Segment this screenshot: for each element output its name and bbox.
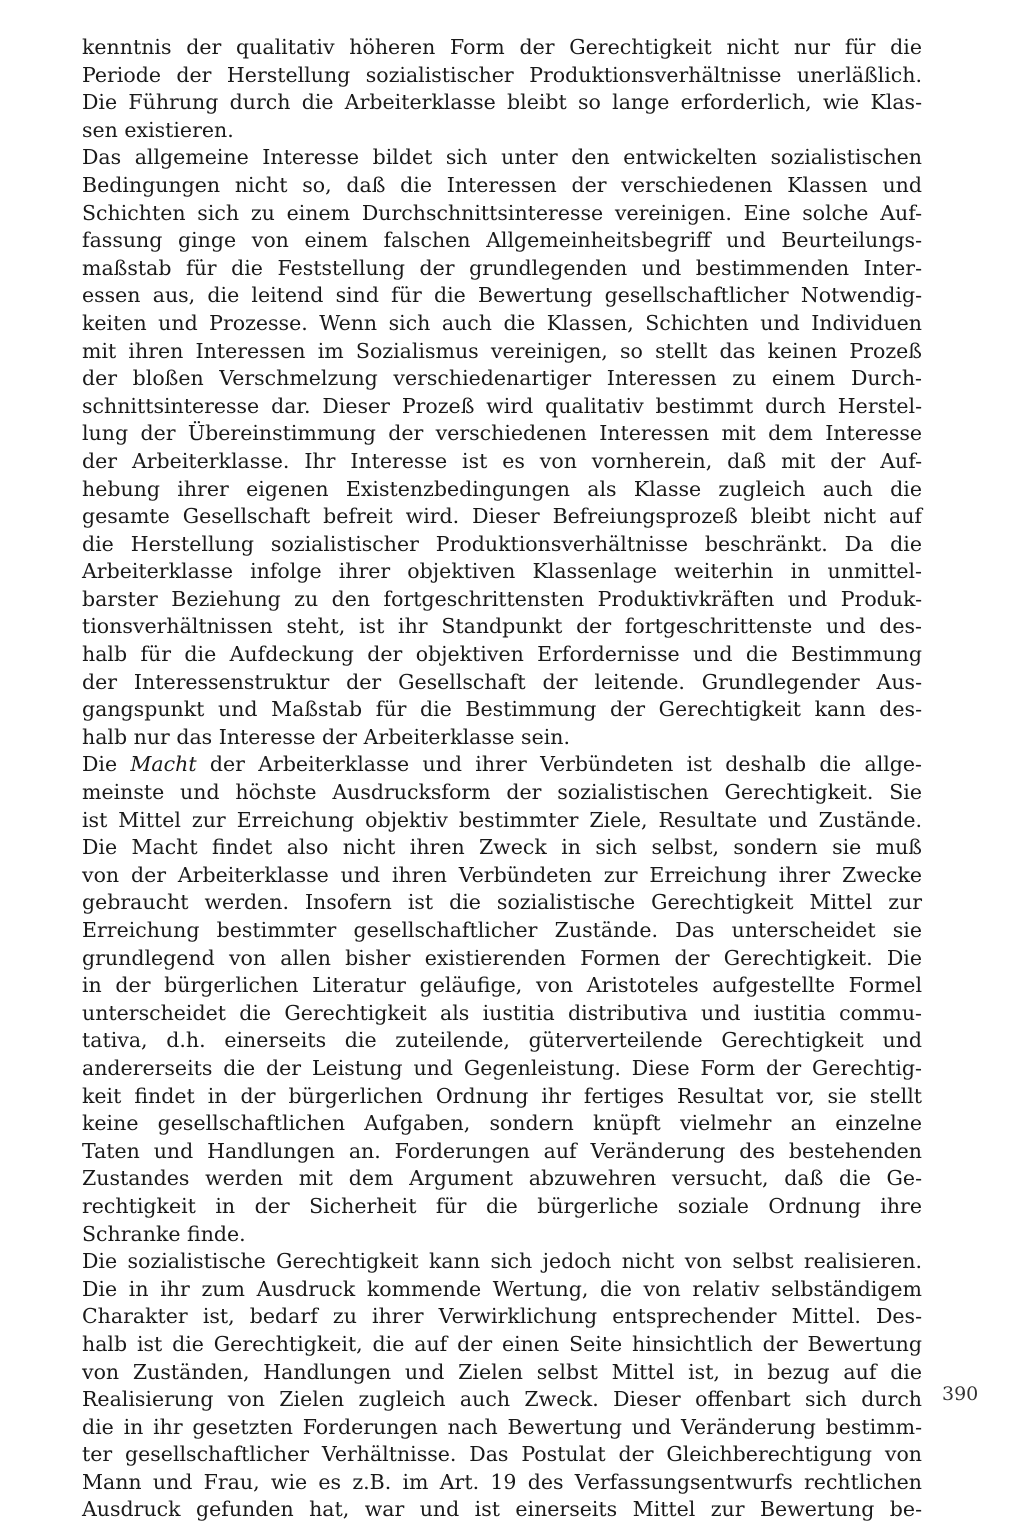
text-line: Realisierung von Zielen zugleich auch Zweck. Dieser offenbart sich durch: [82, 1387, 922, 1412]
text-line: gangspunkt und Maßstab für die Bestimmung der Gerechtigkeit kann des-: [82, 697, 922, 722]
text-line: Zustandes werden mit dem Argument abzuwehren versucht, daß die Ge-: [82, 1166, 922, 1191]
text-segment: der Arbeiterklasse und ihrer Verbündeten ist deshalb die allge-: [196, 752, 922, 777]
text-line: Schranke finde.: [82, 1221, 246, 1246]
text-line: rechtigkeit in der Sicherheit für die bürgerliche soziale Ordnung ihre: [82, 1193, 922, 1218]
text-line: die in ihr gesetzten Forderungen nach Bewertung und Veränderung bestimm-: [82, 1414, 922, 1439]
page-number: 390: [942, 1383, 979, 1405]
text-line: fassung ginge von einem falschen Allgemeinheitsbegriff und Beurteilungs-: [82, 228, 922, 253]
text-line: halb ist die Gerechtigkeit, die auf der einen Seite hinsichtlich der Bewertung: [82, 1331, 922, 1356]
paragraph-1: [82, 34, 922, 144]
text-line: kenntnis der qualitativ höheren Form der Gerechtigkeit nicht nur für die: [82, 35, 922, 59]
text-line: grundlegend von allen bisher existierenden Formen der Gerechtigkeit. Die: [82, 945, 922, 970]
text-line: der Arbeiterklasse. Ihr Interesse ist es von vornherein, daß mit der Auf-: [82, 448, 922, 473]
text-line: ist Mittel zur Erreichung objektiv bestimmter Ziele, Resultate und Zustände.: [82, 807, 922, 832]
text-line: von der Arbeiterklasse und ihren Verbündeten zur Erreichung ihrer Zwecke: [82, 862, 922, 887]
text-segment: Die: [82, 752, 131, 777]
text-line: Die in ihr zum Ausdruck kommende Wertung, die von relativ selbständigem: [82, 1276, 922, 1301]
text-line: ter gesellschaftlicher Verhältnisse. Das Postulat der Gleichberechtigung von: [82, 1442, 922, 1467]
text-line: keit findet in der bürgerlichen Ordnung ihr fertiges Resultat vor, sie stellt: [82, 1083, 922, 1108]
text-line: keiten und Prozesse. Wenn sich auch die Klassen, Schichten und Individuen: [82, 310, 922, 335]
text-line: Erreichung bestimmter gesellschaftlicher Zustände. Das unterscheidet sie: [82, 918, 922, 942]
text-line: maßstab für die Feststellung der grundlegenden und bestimmenden Inter-: [82, 255, 922, 280]
text-line: halb für die Aufdeckung der objektiven Erfordernisse und die Bestimmung: [82, 642, 922, 667]
text-line: mit ihren Interessen im Sozialismus vereinigen, so stellt das keinen Prozeß: [82, 338, 922, 363]
text-line: Das allgemeine Interesse bildet sich unter den entwickelten sozialistischen: [82, 145, 922, 170]
text-line: unterscheidet die Gerechtigkeit als iustitia distributiva und iustitia commu-: [82, 1000, 922, 1025]
text-line: Bedingungen nicht so, daß die Interessen der verschiedenen Klassen und: [82, 172, 922, 197]
text-line: halb nur das Interesse der Arbeiterklasse sein.: [82, 724, 570, 749]
text-line: gesamte Gesellschaft befreit wird. Dieser Befreiungsprozeß bleibt nicht auf: [82, 504, 922, 529]
text-line: Charakter ist, bedarf zu ihrer Verwirklichung entsprechender Mittel. Des-: [82, 1304, 922, 1329]
text-line: keine gesellschaftlichen Aufgaben, sondern knüpft vielmehr an einzelne: [82, 1111, 922, 1136]
text-line: meinste und höchste Ausdrucksform der sozialistischen Gerechtigkeit. Sie: [82, 780, 922, 805]
text-line: sen existieren.: [82, 117, 234, 142]
text-line: essen aus, die leitend sind für die Bewertung gesellschaftlicher Notwendig-: [82, 283, 922, 308]
text-line: Periode der Herstellung sozialistischer Produktionsverhältnisse unerläßlich.: [82, 62, 922, 87]
text-line: schnittsinteresse dar. Dieser Prozeß wird qualitativ bestimmt durch Herstel-: [82, 393, 922, 418]
text-line: Taten und Handlungen an. Forderungen auf Veränderung des bestehenden: [82, 1138, 922, 1163]
text-line: hebung ihrer eigenen Existenzbedingungen als Klasse zugleich auch die: [82, 476, 922, 501]
text-line: tativa, d.h. einerseits die zuteilende, güterverteilende Gerechtigkeit und: [82, 1028, 922, 1053]
text-line: die Herstellung sozialistischer Produktionsverhältnisse beschränkt. Da die: [82, 531, 922, 556]
text-line-with-emphasis: [82, 751, 922, 779]
text-line: lung der Übereinstimmung der verschiedenen Interessen mit dem Interesse: [82, 421, 922, 446]
text-line: Die Führung durch die Arbeiterklasse bleibt so lange erforderlich, wie Klas-: [82, 90, 922, 115]
text-line: Ausdruck gefunden hat, war und ist einerseits Mittel zur Bewertung be-: [82, 1497, 922, 1522]
text-line: tionsverhältnissen steht, ist ihr Standpunkt der fortgeschrittenste und des-: [82, 614, 922, 639]
text-line: in der bürgerlichen Literatur geläufige, von Aristoteles aufgestellte Formel: [82, 973, 922, 998]
paragraph-4: [82, 1248, 922, 1524]
emphasized-term: Macht: [130, 752, 197, 777]
text-line: barster Beziehung zu den fortgeschrittensten Produktivkräften und Produk-: [82, 586, 922, 611]
text-line: Schichten sich zu einem Durchschnittsinteresse vereinigen. Eine solche Auf-: [82, 200, 922, 225]
paragraph-3: [82, 751, 922, 1248]
text-line: Mann und Frau, wie es z.B. im Art. 19 des Verfassungsentwurfs rechtlichen: [82, 1469, 922, 1494]
text-line: Die sozialistische Gerechtigkeit kann sich jedoch nicht von selbst realisieren.: [82, 1249, 922, 1274]
text-line: von Zuständen, Handlungen und Zielen selbst Mittel ist, in bezug auf die: [82, 1359, 922, 1384]
document-page: [82, 34, 922, 1524]
text-line: Die Macht findet also nicht ihren Zweck in sich selbst, sondern sie muß: [82, 835, 922, 860]
text-line: der Interessenstruktur der Gesellschaft der leitende. Grundlegender Aus-: [82, 669, 922, 694]
text-line: der bloßen Verschmelzung verschiedenartiger Interessen zu einem Durch-: [82, 366, 922, 391]
text-line: gebraucht werden. Insofern ist die sozialistische Gerechtigkeit Mittel zur: [82, 890, 922, 915]
text-line: andererseits die der Leistung und Gegenleistung. Diese Form der Gerechtig-: [82, 1055, 922, 1080]
paragraph-2: [82, 144, 922, 751]
text-line: Arbeiterklasse infolge ihrer objektiven Klassenlage weiterhin in unmittel-: [82, 559, 922, 584]
